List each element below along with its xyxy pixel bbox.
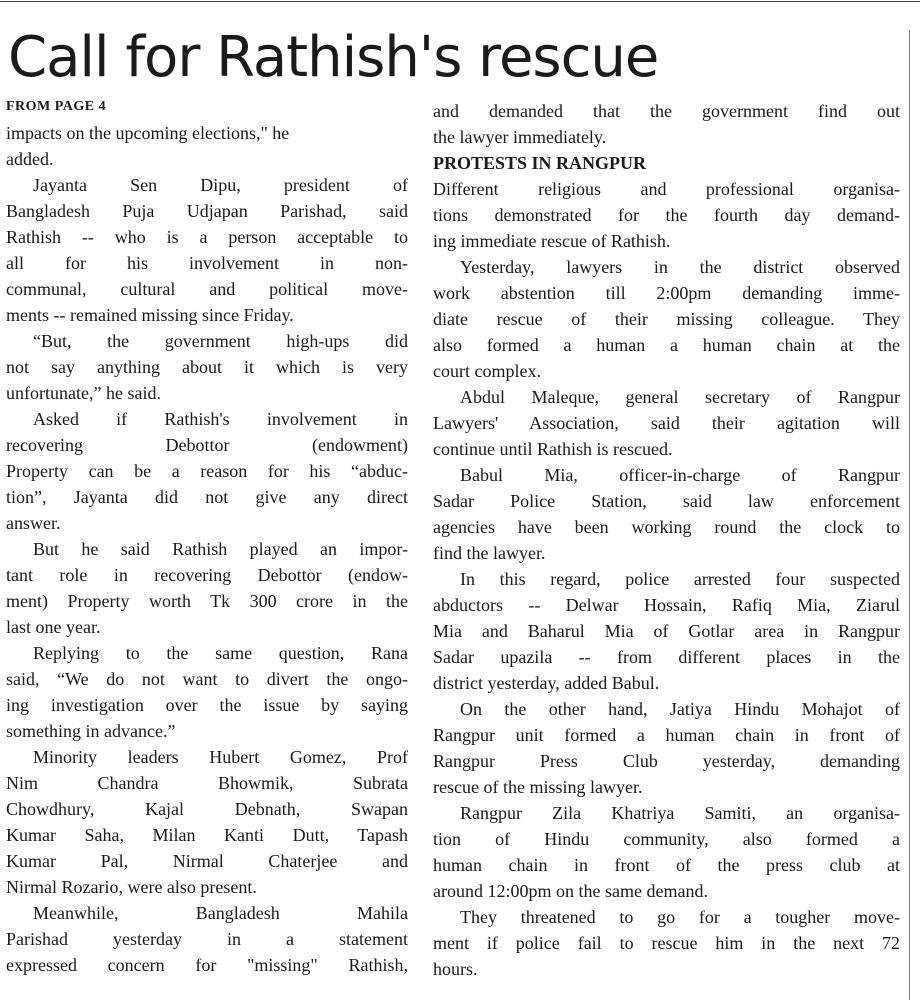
headline: Call for Rathish's rescue (8, 25, 659, 90)
text-line: Minority leaders Hubert Gomez, Prof (33, 747, 408, 767)
text-line: Different religious and professional organisa- (433, 179, 900, 199)
text-line: ing investigation over the issue by saying (6, 695, 408, 715)
text-line: also formed a human a human chain at the (433, 335, 900, 355)
text-line: On the other hand, Jatiya Hindu Mohajot of (460, 699, 900, 719)
text-line: agencies have been working round the clock to (433, 517, 900, 537)
text-line: Nim Chandra Bhowmik, Subrata (6, 773, 408, 793)
text-line: Babul Mia, officer-in-charge of Rangpur (460, 465, 900, 485)
text-line: work abstention till 2:00pm demanding imme- (433, 283, 900, 303)
text-line: the lawyer immediately. (433, 127, 607, 147)
text-line: continue until Rathish is rescued. (433, 439, 673, 459)
text-line: tions demonstrated for the fourth day demand- (433, 205, 900, 225)
text-line: answer. (6, 513, 61, 533)
text-line: They threatened to go for a tougher move- (460, 907, 900, 927)
text-line: Rangpur Zila Khatriya Samiti, an organisa- (460, 803, 900, 823)
text-line: Meanwhile, Bangladesh Mahila (33, 903, 408, 923)
text-line: diate rescue of their missing colleague. They (433, 309, 900, 329)
text-line: Bangladesh Puja Udjapan Parishad, said (6, 201, 408, 221)
text-line: tion”, Jayanta did not give any direct (6, 487, 408, 507)
text-line: around 12:00pm on the same demand. (433, 881, 708, 901)
text-line: Sadar Police Station, said law enforcement (433, 491, 900, 511)
text-line: added. (6, 149, 54, 169)
text-line: hours. (433, 959, 478, 979)
top-rule (0, 1, 920, 2)
text-line: ment) Property worth Tk 300 crore in the (6, 591, 408, 611)
text-line: Rangpur unit formed a human chain in front of (433, 725, 900, 745)
text-line: Abdul Maleque, general secretary of Rangpur (460, 387, 900, 407)
text-line: Yesterday, lawyers in the district observed (460, 257, 900, 277)
article-column-left (6, 98, 408, 978)
jump-line: FROM PAGE 4 (6, 99, 107, 114)
text-line: find the lawyer. (433, 543, 546, 563)
text-line: impacts on the upcoming elections," he (6, 123, 290, 143)
text-line: Jayanta Sen Dipu, president of (33, 175, 408, 195)
text-line: Replying to the same question, Rana (33, 643, 408, 663)
text-line: communal, cultural and political move- (6, 279, 408, 299)
text-line: “But, the government high-ups did (33, 331, 408, 351)
text-line: tant role in recovering Debottor (endow- (6, 565, 408, 585)
text-line: district yesterday, added Babul. (433, 673, 660, 693)
text-line: Sadar upazila -- from different places in the (433, 647, 900, 667)
text-line: ment if police fail to rescue him in the next 72 (433, 933, 900, 953)
text-line: Property can be a reason for his “abduc- (6, 461, 408, 481)
right-column-rule (909, 30, 910, 1000)
text-line: Asked if Rathish's involvement in (33, 409, 408, 429)
text-line: court complex. (433, 361, 541, 381)
text-line: Kumar Pal, Nirmal Chaterjee and (6, 851, 408, 871)
text-line: abductors -- Delwar Hossain, Rafiq Mia, Ziarul (433, 595, 900, 615)
text-line: Nirmal Rozario, were also present. (6, 877, 257, 897)
text-line: In this regard, police arrested four suspected (460, 569, 900, 589)
text-line: all for his involvement in non- (6, 253, 408, 273)
text-line: ing immediate rescue of Rathish. (433, 231, 671, 251)
text-line: Rathish -- who is a person acceptable to (6, 227, 408, 247)
text-line: recovering Debottor (endowment) (6, 435, 408, 455)
text-line: and demanded that the government find out (433, 101, 900, 121)
text-line: Lawyers' Association, said their agitation will (433, 413, 900, 433)
text-line: not say anything about it which is very (6, 357, 408, 377)
text-line: tion of Hindu community, also formed a (433, 829, 900, 849)
text-line: last one year. (6, 617, 101, 637)
text-line: human chain in front of the press club at (433, 855, 900, 875)
text-line: said, “We do not want to divert the ongo- (6, 669, 408, 689)
text-line: ments -- remained missing since Friday. (6, 305, 294, 325)
text-line: unfortunate,” he said. (6, 383, 161, 403)
text-line: rescue of the missing lawyer. (433, 777, 643, 797)
text-line: Parishad yesterday in a statement (6, 929, 408, 949)
text-line: Mia and Baharul Mia of Gotlar area in Rangpur (433, 621, 900, 641)
text-line: expressed concern for "missing" Rathish, (6, 955, 408, 975)
text-line: something in advance.” (6, 721, 176, 741)
text-line: Chowdhury, Kajal Debnath, Swapan (6, 799, 408, 819)
text-line: Kumar Saha, Milan Kanti Dutt, Tapash (6, 825, 408, 845)
text-line: Rangpur Press Club yesterday, demanding (433, 751, 900, 771)
subheading: PROTESTS IN RANGPUR (433, 153, 647, 173)
text-line: But he said Rathish played an impor- (33, 539, 408, 559)
article-column-right (433, 98, 900, 982)
